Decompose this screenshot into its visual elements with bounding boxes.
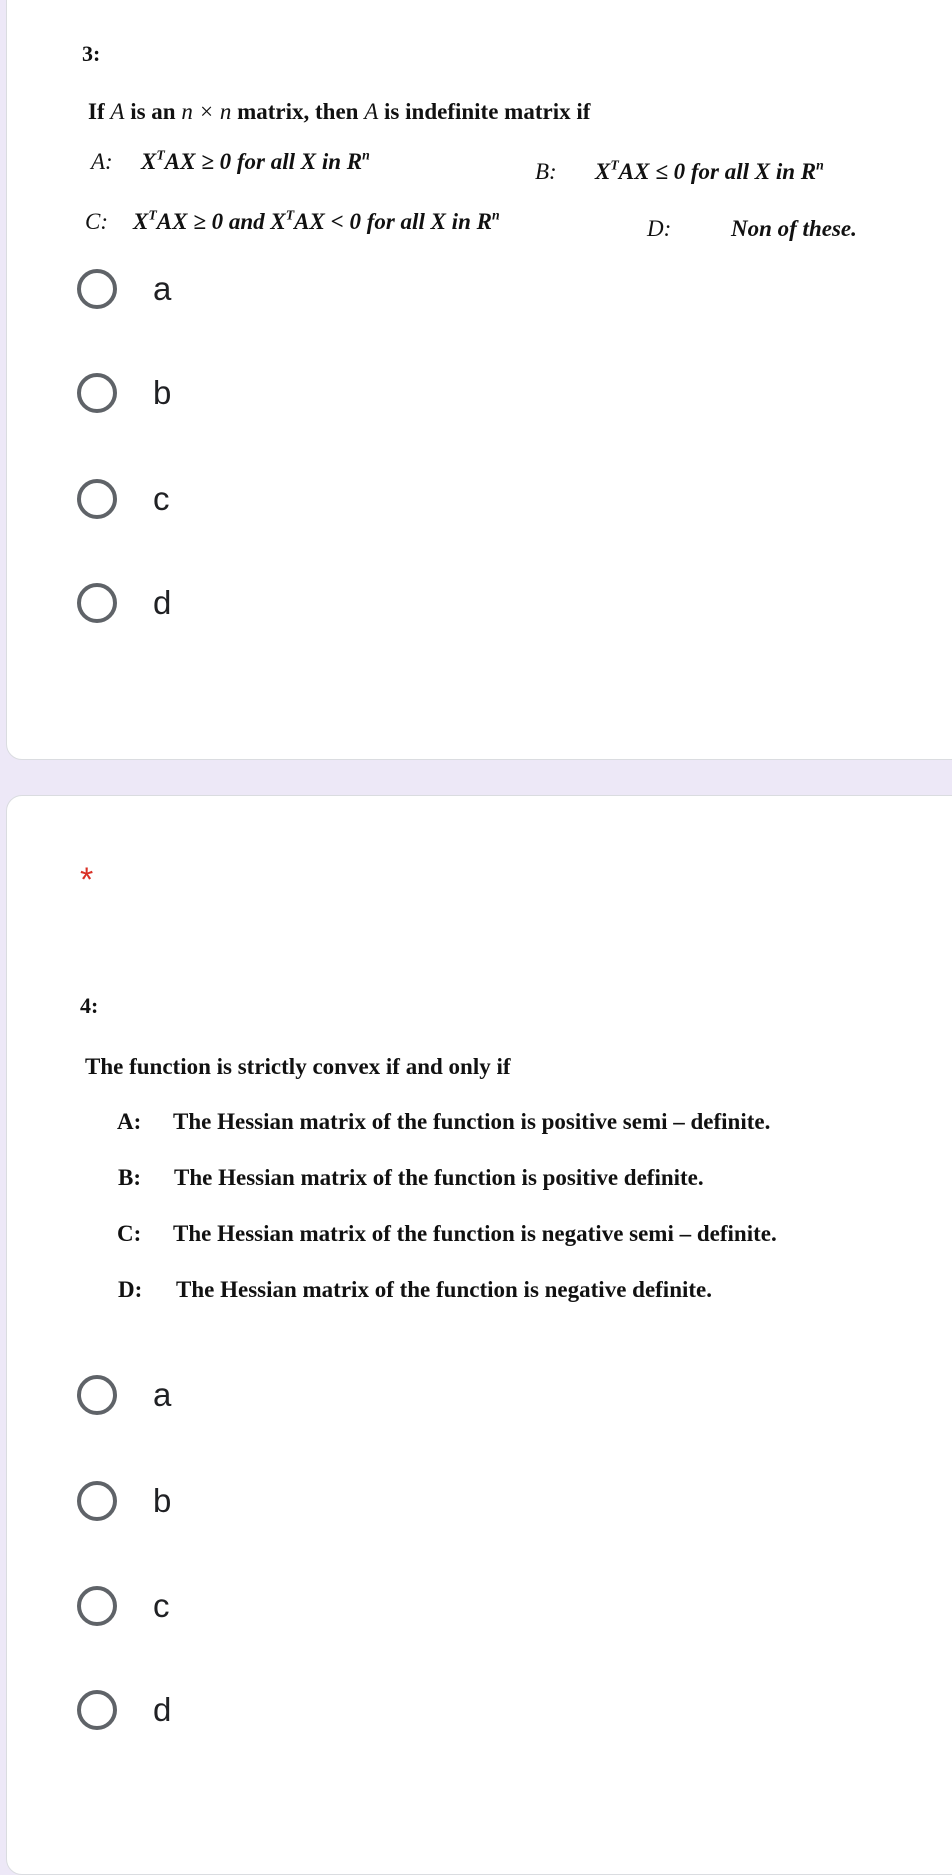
option-c-text: C: The Hessian matrix of the function is negative semi – definite.	[117, 1221, 777, 1246]
radio-button-c[interactable]	[77, 1586, 117, 1626]
radio-button-a[interactable]	[77, 1375, 117, 1415]
choice-row-c[interactable]	[77, 1581, 170, 1631]
radio-button-d[interactable]	[77, 1690, 117, 1730]
choice-label-a[interactable]: a	[153, 1376, 172, 1413]
choice-label-a[interactable]: a	[153, 270, 172, 307]
option-b-text: B: The Hessian matrix of the function is positive definite.	[118, 1165, 704, 1190]
choice-row-a[interactable]	[77, 1370, 171, 1420]
option-a-text: A: $X^TAX \ge 0$ for all X in $R^n$	[91, 147, 370, 174]
question-number: 3:	[82, 41, 101, 66]
option-c-text: C: $X^TAX \ge 0$ and $X^TAX < 0$ for all X in $R^n$	[85, 207, 500, 234]
choice-label-b[interactable]: b	[153, 1482, 172, 1519]
choice-row-b[interactable]	[77, 1476, 171, 1526]
choice-row-d[interactable]	[77, 578, 171, 628]
radio-button-b[interactable]	[77, 373, 117, 413]
choice-label-d[interactable]: d	[153, 1691, 172, 1728]
question-statement: The function is strictly convex if and only if	[85, 1054, 511, 1079]
option-b-text: B: $X^TAX \le 0$ for all X in $R^n$	[535, 157, 824, 184]
radio-button-c[interactable]	[77, 479, 117, 519]
option-d-text: D: Non of these.	[647, 216, 857, 241]
choice-label-c[interactable]: c	[153, 480, 170, 517]
radio-button-b[interactable]	[77, 1481, 117, 1521]
choice-row-b[interactable]	[77, 368, 171, 418]
choice-label-c[interactable]: c	[153, 1587, 170, 1624]
question-card-4	[6, 795, 952, 1875]
choice-row-d[interactable]	[77, 1685, 171, 1735]
choice-row-c[interactable]	[77, 474, 170, 524]
question-card-3	[6, 0, 952, 760]
required-asterisk: *	[80, 861, 94, 899]
question-number: 4:	[80, 993, 99, 1018]
choice-row-a[interactable]	[77, 264, 171, 314]
choice-label-d[interactable]: d	[153, 584, 172, 621]
choice-label-b[interactable]: b	[153, 374, 172, 411]
option-d-text: D: The Hessian matrix of the function is negative definite.	[118, 1277, 712, 1302]
option-a-text: A: The Hessian matrix of the function is positive semi – definite.	[117, 1109, 771, 1134]
radio-button-a[interactable]	[77, 269, 117, 309]
question-statement: If A is an n × n matrix, then A is indefinite matrix if	[88, 99, 591, 124]
radio-button-d[interactable]	[77, 583, 117, 623]
